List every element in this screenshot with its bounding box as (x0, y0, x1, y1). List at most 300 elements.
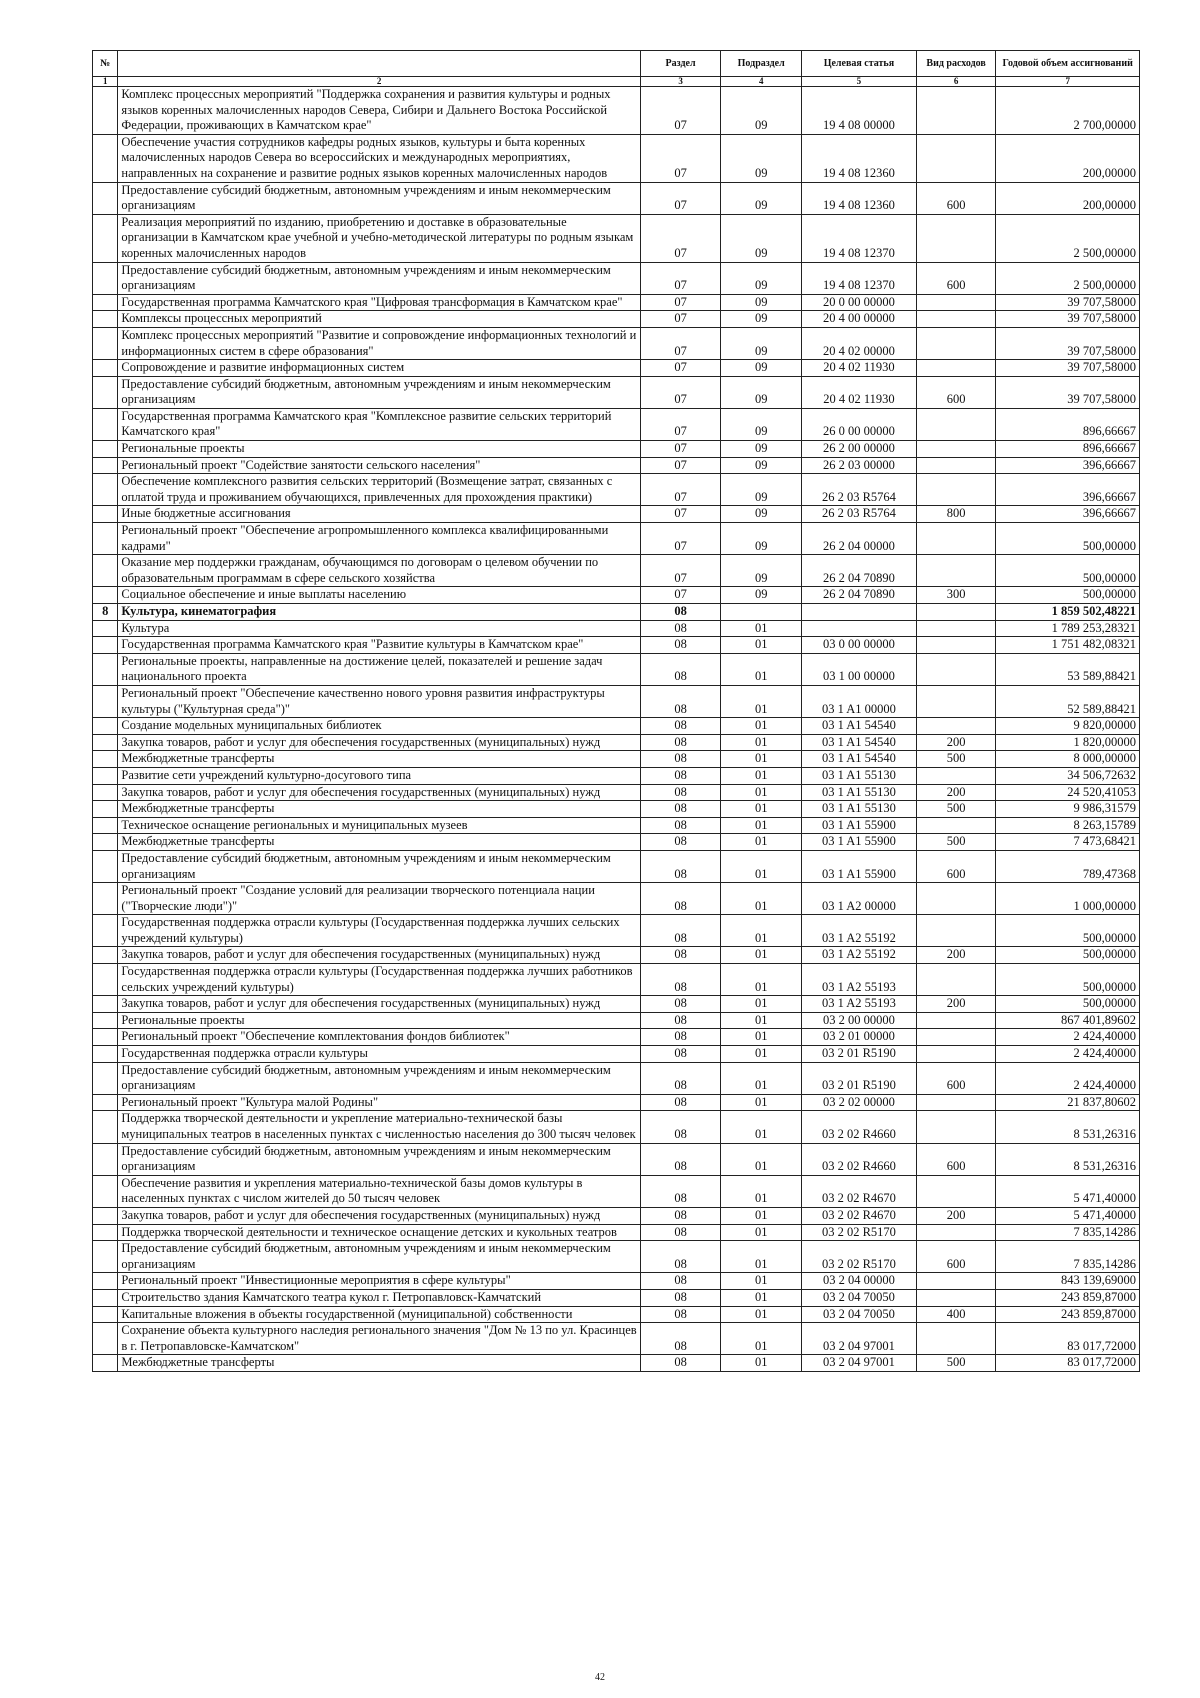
row-podrazdel: 09 (721, 134, 802, 182)
table-row (93, 784, 1140, 801)
row-name: Закупка товаров, работ и услуг для обеспечения государственных (муниципальных) нужд (118, 734, 640, 751)
row-amount: 53 589,88421 (996, 653, 1140, 685)
row-number (93, 751, 118, 768)
row-number (93, 506, 118, 523)
row-razdel: 07 (640, 182, 721, 214)
row-podrazdel: 01 (721, 1323, 802, 1355)
row-vid (916, 637, 996, 654)
row-target: 03 2 00 00000 (802, 1012, 917, 1029)
row-razdel: 07 (640, 506, 721, 523)
row-amount: 2 700,00000 (996, 87, 1140, 135)
row-name: Государственная поддержка отрасли культуры (Государственная поддержка лучших работников сельских учреждений культуры) (118, 964, 640, 996)
row-number (93, 883, 118, 915)
row-target: 20 4 02 00000 (802, 327, 917, 359)
row-razdel: 08 (640, 1094, 721, 1111)
row-name: Региональный проект "Создание условий для реализации творческого потенциала нации ("Творческие люди")" (118, 883, 640, 915)
row-name: Государственная поддержка отрасли культуры (118, 1046, 640, 1063)
row-number (93, 996, 118, 1013)
row-target: 20 4 02 11930 (802, 360, 917, 377)
row-target: 03 1 00 00000 (802, 653, 917, 685)
table-row (93, 767, 1140, 784)
row-amount: 1 789 253,28321 (996, 620, 1140, 637)
row-number (93, 457, 118, 474)
row-number (93, 474, 118, 506)
row-amount: 7 835,14286 (996, 1224, 1140, 1241)
row-number (93, 408, 118, 440)
row-number (93, 801, 118, 818)
row-podrazdel: 01 (721, 1355, 802, 1372)
row-razdel: 08 (640, 604, 721, 621)
row-razdel: 08 (640, 1306, 721, 1323)
row-razdel: 08 (640, 1175, 721, 1207)
table-row (93, 1046, 1140, 1063)
row-number (93, 784, 118, 801)
table-row (93, 996, 1140, 1013)
row-vid: 600 (916, 1062, 996, 1094)
row-vid: 600 (916, 850, 996, 882)
column-numbers-row (93, 77, 1140, 87)
row-podrazdel: 01 (721, 996, 802, 1013)
row-name: Предоставление субсидий бюджетным, автономным учреждениям и иным некоммерческим организациям (118, 262, 640, 294)
row-name: Предоставление субсидий бюджетным, автономным учреждениям и иным некоммерческим организациям (118, 1143, 640, 1175)
row-podrazdel: 01 (721, 620, 802, 637)
header-razdel: Раздел (640, 51, 721, 77)
row-razdel: 08 (640, 801, 721, 818)
table-row (93, 1355, 1140, 1372)
row-name: Культура (118, 620, 640, 637)
row-name: Реализация мероприятий по изданию, приобретению и доставке в образовательные организации в Камчатском крае учебной и учебно-методической литературы по родным языкам коренных малочисленных народов (118, 214, 640, 262)
row-podrazdel: 01 (721, 850, 802, 882)
row-name: Поддержка творческой деятельности и укрепление материально-технической базы муниципальных театров в населенных пунктах с численностью населения до 300 тысяч человек (118, 1111, 640, 1143)
table-row (93, 817, 1140, 834)
row-vid (916, 1111, 996, 1143)
row-name: Оказание мер поддержки гражданам, обучающимся по договорам о целевом обучении по образовательным программам в сфере сельского хозяйства (118, 555, 640, 587)
row-razdel: 08 (640, 784, 721, 801)
colnum-5: 5 (802, 77, 917, 87)
table-row (93, 685, 1140, 717)
row-podrazdel: 01 (721, 883, 802, 915)
row-target: 03 2 04 70050 (802, 1289, 917, 1306)
table-row (93, 637, 1140, 654)
row-podrazdel: 01 (721, 1273, 802, 1290)
row-podrazdel: 09 (721, 360, 802, 377)
row-razdel: 08 (640, 1062, 721, 1094)
row-amount: 396,66667 (996, 474, 1140, 506)
row-name: Развитие сети учреждений культурно-досугового типа (118, 767, 640, 784)
row-amount: 2 424,40000 (996, 1062, 1140, 1094)
row-vid (916, 1029, 996, 1046)
row-vid: 800 (916, 506, 996, 523)
colnum-3: 3 (640, 77, 721, 87)
row-podrazdel: 09 (721, 327, 802, 359)
table-row (93, 1207, 1140, 1224)
row-amount: 5 471,40000 (996, 1175, 1140, 1207)
row-target: 03 2 02 00000 (802, 1094, 917, 1111)
row-razdel: 08 (640, 1323, 721, 1355)
row-vid (916, 134, 996, 182)
row-podrazdel: 01 (721, 817, 802, 834)
table-row (93, 604, 1140, 621)
header-row (93, 51, 1140, 77)
row-number (93, 441, 118, 458)
row-vid: 500 (916, 751, 996, 768)
row-target: 03 1 A1 55900 (802, 834, 917, 851)
row-number (93, 1094, 118, 1111)
row-name: Поддержка творческой деятельности и техническое оснащение детских и кукольных театров (118, 1224, 640, 1241)
row-target: 03 1 A1 55900 (802, 850, 917, 882)
row-number (93, 1241, 118, 1273)
table-row (93, 834, 1140, 851)
table-row (93, 915, 1140, 947)
row-vid: 200 (916, 947, 996, 964)
row-vid (916, 474, 996, 506)
row-vid: 600 (916, 376, 996, 408)
row-amount: 1 751 482,08321 (996, 637, 1140, 654)
table-row (93, 182, 1140, 214)
row-number (93, 915, 118, 947)
colnum-4: 4 (721, 77, 802, 87)
row-podrazdel: 09 (721, 408, 802, 440)
table-row (93, 1062, 1140, 1094)
row-target: 03 2 02 R4660 (802, 1143, 917, 1175)
row-razdel: 07 (640, 457, 721, 474)
row-number (93, 214, 118, 262)
row-target: 03 2 02 R4670 (802, 1207, 917, 1224)
row-podrazdel: 01 (721, 1175, 802, 1207)
row-vid (916, 523, 996, 555)
row-razdel: 08 (640, 1046, 721, 1063)
row-amount: 39 707,58000 (996, 360, 1140, 377)
row-vid (916, 1224, 996, 1241)
row-vid (916, 87, 996, 135)
row-razdel: 08 (640, 817, 721, 834)
row-number (93, 653, 118, 685)
row-vid (916, 294, 996, 311)
row-number (93, 1046, 118, 1063)
row-razdel: 08 (640, 1207, 721, 1224)
row-amount: 867 401,89602 (996, 1012, 1140, 1029)
row-amount: 500,00000 (996, 587, 1140, 604)
row-podrazdel: 01 (721, 915, 802, 947)
row-target: 26 2 00 00000 (802, 441, 917, 458)
row-vid (916, 817, 996, 834)
row-amount: 8 531,26316 (996, 1111, 1140, 1143)
header-vid: Вид расходов (916, 51, 996, 77)
table-row (93, 1323, 1140, 1355)
row-vid (916, 311, 996, 328)
row-vid (916, 915, 996, 947)
row-podrazdel: 09 (721, 262, 802, 294)
row-vid: 200 (916, 734, 996, 751)
row-target (802, 620, 917, 637)
row-razdel: 07 (640, 327, 721, 359)
row-vid: 600 (916, 182, 996, 214)
row-razdel: 08 (640, 718, 721, 735)
row-number (93, 327, 118, 359)
row-razdel: 08 (640, 1241, 721, 1273)
row-number (93, 1175, 118, 1207)
row-name: Строительство здания Камчатского театра кукол г. Петропавловск-Камчатский (118, 1289, 640, 1306)
row-vid: 200 (916, 996, 996, 1013)
row-number (93, 262, 118, 294)
row-vid: 200 (916, 1207, 996, 1224)
row-name: Обеспечение участия сотрудников кафедры родных языков, культуры и быта коренных малочисленных народов Севера во всероссийских и международных мероприятиях, направленных на сохранение и развитие родных языков коренных малочисленных народов (118, 134, 640, 182)
row-target: 26 2 03 00000 (802, 457, 917, 474)
row-name: Межбюджетные трансферты (118, 1355, 640, 1372)
row-target: 19 4 08 12360 (802, 134, 917, 182)
row-podrazdel: 01 (721, 1111, 802, 1143)
row-vid: 500 (916, 1355, 996, 1372)
table-row (93, 653, 1140, 685)
row-name: Культура, кинематография (118, 604, 640, 621)
row-name: Обеспечение развития и укрепления материально-технической базы домов культуры в населенных пунктах с числом жителей до 50 тысяч человек (118, 1175, 640, 1207)
row-podrazdel: 09 (721, 294, 802, 311)
table-row (93, 87, 1140, 135)
row-amount: 39 707,58000 (996, 311, 1140, 328)
row-amount: 39 707,58000 (996, 376, 1140, 408)
row-number (93, 1111, 118, 1143)
row-amount: 5 471,40000 (996, 1207, 1140, 1224)
table-row (93, 1111, 1140, 1143)
row-vid (916, 604, 996, 621)
row-podrazdel: 01 (721, 685, 802, 717)
row-name: Региональный проект "Обеспечение агропромышленного комплекса квалифицированными кадрами" (118, 523, 640, 555)
row-target: 26 2 04 70890 (802, 587, 917, 604)
table-row (93, 1241, 1140, 1273)
row-amount: 896,66667 (996, 441, 1140, 458)
row-razdel: 07 (640, 294, 721, 311)
row-vid (916, 1323, 996, 1355)
row-podrazdel: 01 (721, 1094, 802, 1111)
row-amount: 39 707,58000 (996, 294, 1140, 311)
row-podrazdel: 01 (721, 637, 802, 654)
row-target: 19 4 08 00000 (802, 87, 917, 135)
row-number (93, 817, 118, 834)
row-amount: 896,66667 (996, 408, 1140, 440)
row-target: 03 1 A1 54540 (802, 734, 917, 751)
row-podrazdel: 09 (721, 87, 802, 135)
row-name: Предоставление субсидий бюджетным, автономным учреждениям и иным некоммерческим организациям (118, 376, 640, 408)
table-row (93, 964, 1140, 996)
row-vid (916, 653, 996, 685)
row-target: 20 4 00 00000 (802, 311, 917, 328)
row-number (93, 685, 118, 717)
row-vid (916, 1046, 996, 1063)
row-name: Капитальные вложения в объекты государственной (муниципальной) собственности (118, 1306, 640, 1323)
row-razdel: 08 (640, 1143, 721, 1175)
row-razdel: 07 (640, 441, 721, 458)
row-vid (916, 1175, 996, 1207)
row-target: 03 2 04 70050 (802, 1306, 917, 1323)
row-podrazdel: 09 (721, 376, 802, 408)
row-amount: 396,66667 (996, 457, 1140, 474)
row-podrazdel: 09 (721, 474, 802, 506)
row-vid: 200 (916, 784, 996, 801)
row-number (93, 1306, 118, 1323)
table-row (93, 620, 1140, 637)
row-podrazdel: 01 (721, 653, 802, 685)
header-target: Целевая статья (802, 51, 917, 77)
row-name: Закупка товаров, работ и услуг для обеспечения государственных (муниципальных) нужд (118, 784, 640, 801)
row-name: Межбюджетные трансферты (118, 751, 640, 768)
row-amount: 500,00000 (996, 947, 1140, 964)
row-vid: 300 (916, 587, 996, 604)
row-vid (916, 408, 996, 440)
row-number (93, 1289, 118, 1306)
table-row (93, 850, 1140, 882)
row-podrazdel: 09 (721, 457, 802, 474)
row-vid (916, 555, 996, 587)
row-vid: 600 (916, 262, 996, 294)
row-vid: 600 (916, 1241, 996, 1273)
row-vid (916, 1012, 996, 1029)
row-amount: 843 139,69000 (996, 1273, 1140, 1290)
table-row (93, 555, 1140, 587)
row-razdel: 08 (640, 685, 721, 717)
row-podrazdel: 09 (721, 182, 802, 214)
row-amount: 200,00000 (996, 134, 1140, 182)
row-name: Закупка товаров, работ и услуг для обеспечения государственных (муниципальных) нужд (118, 1207, 640, 1224)
row-number (93, 1029, 118, 1046)
row-number (93, 767, 118, 784)
row-number (93, 376, 118, 408)
table-row (93, 751, 1140, 768)
row-number (93, 1273, 118, 1290)
row-podrazdel: 01 (721, 767, 802, 784)
row-name: Региональные проекты, направленные на достижение целей, показателей и решение задач национального проекта (118, 653, 640, 685)
row-podrazdel: 01 (721, 1012, 802, 1029)
row-target: 03 2 04 97001 (802, 1355, 917, 1372)
row-name: Региональный проект "Обеспечение качественно нового уровня развития инфраструктуры культуры ("Культурная среда")" (118, 685, 640, 717)
row-amount: 83 017,72000 (996, 1355, 1140, 1372)
table-row (93, 1175, 1140, 1207)
row-amount: 9 820,00000 (996, 718, 1140, 735)
row-target: 26 2 04 70890 (802, 555, 917, 587)
header-podrazdel: Подраздел (721, 51, 802, 77)
row-target: 03 0 00 00000 (802, 637, 917, 654)
budget-rows (93, 87, 1140, 1372)
row-razdel: 08 (640, 637, 721, 654)
table-row (93, 734, 1140, 751)
page-number: 42 (595, 1672, 605, 1683)
row-number (93, 964, 118, 996)
row-amount: 34 506,72632 (996, 767, 1140, 784)
row-podrazdel: 09 (721, 441, 802, 458)
row-amount: 52 589,88421 (996, 685, 1140, 717)
row-number (93, 555, 118, 587)
row-vid (916, 1289, 996, 1306)
table-row (93, 523, 1140, 555)
row-name: Социальное обеспечение и иные выплаты населению (118, 587, 640, 604)
row-vid (916, 360, 996, 377)
row-number (93, 87, 118, 135)
row-razdel: 08 (640, 964, 721, 996)
row-podrazdel: 09 (721, 311, 802, 328)
row-amount: 200,00000 (996, 182, 1140, 214)
row-podrazdel: 01 (721, 718, 802, 735)
table-row (93, 311, 1140, 328)
row-target: 03 2 04 97001 (802, 1323, 917, 1355)
row-vid (916, 214, 996, 262)
row-razdel: 07 (640, 311, 721, 328)
row-razdel: 07 (640, 408, 721, 440)
row-podrazdel: 01 (721, 947, 802, 964)
table-row (93, 457, 1140, 474)
row-razdel: 07 (640, 360, 721, 377)
row-number (93, 134, 118, 182)
row-vid (916, 1094, 996, 1111)
row-vid (916, 883, 996, 915)
row-number (93, 620, 118, 637)
row-vid (916, 718, 996, 735)
row-razdel: 08 (640, 1355, 721, 1372)
row-razdel: 08 (640, 1012, 721, 1029)
row-podrazdel: 01 (721, 1289, 802, 1306)
row-name: Техническое оснащение региональных и муниципальных музеев (118, 817, 640, 834)
row-razdel: 07 (640, 214, 721, 262)
row-name: Государственная программа Камчатского края "Цифровая трансформация в Камчатском крае" (118, 294, 640, 311)
row-razdel: 07 (640, 587, 721, 604)
row-razdel: 08 (640, 834, 721, 851)
colnum-7: 7 (996, 77, 1140, 87)
row-razdel: 08 (640, 1029, 721, 1046)
table-row (93, 134, 1140, 182)
header-volume: Годовой объем ассигнований (996, 51, 1140, 77)
row-name: Региональный проект "Инвестиционные мероприятия в сфере культуры" (118, 1273, 640, 1290)
row-target: 03 1 A1 55130 (802, 784, 917, 801)
row-target: 03 1 A1 54540 (802, 751, 917, 768)
row-target: 03 1 A2 55192 (802, 947, 917, 964)
row-name: Сопровождение и развитие информационных систем (118, 360, 640, 377)
row-podrazdel: 01 (721, 1224, 802, 1241)
row-number (93, 587, 118, 604)
row-name: Комплекс процессных мероприятий "Поддержка сохранения и развития культуры и родных языков коренных малочисленных народов Севера, Сибири и Дальнего Востока Российской Федерации, проживающих в Камчатском крае" (118, 87, 640, 135)
row-amount: 8 531,26316 (996, 1143, 1140, 1175)
row-number (93, 947, 118, 964)
row-amount: 2 424,40000 (996, 1046, 1140, 1063)
row-number: 8 (93, 604, 118, 621)
table-row (93, 1224, 1140, 1241)
row-razdel: 08 (640, 751, 721, 768)
row-target: 26 2 04 00000 (802, 523, 917, 555)
row-podrazdel: 09 (721, 555, 802, 587)
row-podrazdel: 01 (721, 1143, 802, 1175)
row-amount: 7 473,68421 (996, 834, 1140, 851)
row-podrazdel: 09 (721, 587, 802, 604)
row-name: Региональный проект "Культура малой Родины" (118, 1094, 640, 1111)
row-razdel: 07 (640, 134, 721, 182)
row-number (93, 1355, 118, 1372)
row-number (93, 360, 118, 377)
row-number (93, 1012, 118, 1029)
row-amount: 500,00000 (996, 964, 1140, 996)
table-row (93, 587, 1140, 604)
table-row (93, 474, 1140, 506)
row-vid (916, 457, 996, 474)
row-target: 26 2 03 R5764 (802, 474, 917, 506)
row-target: 20 4 02 11930 (802, 376, 917, 408)
budget-sheet (92, 50, 1140, 1372)
row-target: 03 2 01 R5190 (802, 1062, 917, 1094)
row-target: 03 1 A2 00000 (802, 883, 917, 915)
row-number (93, 182, 118, 214)
row-target: 03 2 02 R5170 (802, 1241, 917, 1273)
row-number (93, 1062, 118, 1094)
table-row (93, 1306, 1140, 1323)
row-name: Региональные проекты (118, 441, 640, 458)
table-row (93, 441, 1140, 458)
row-razdel: 08 (640, 1111, 721, 1143)
